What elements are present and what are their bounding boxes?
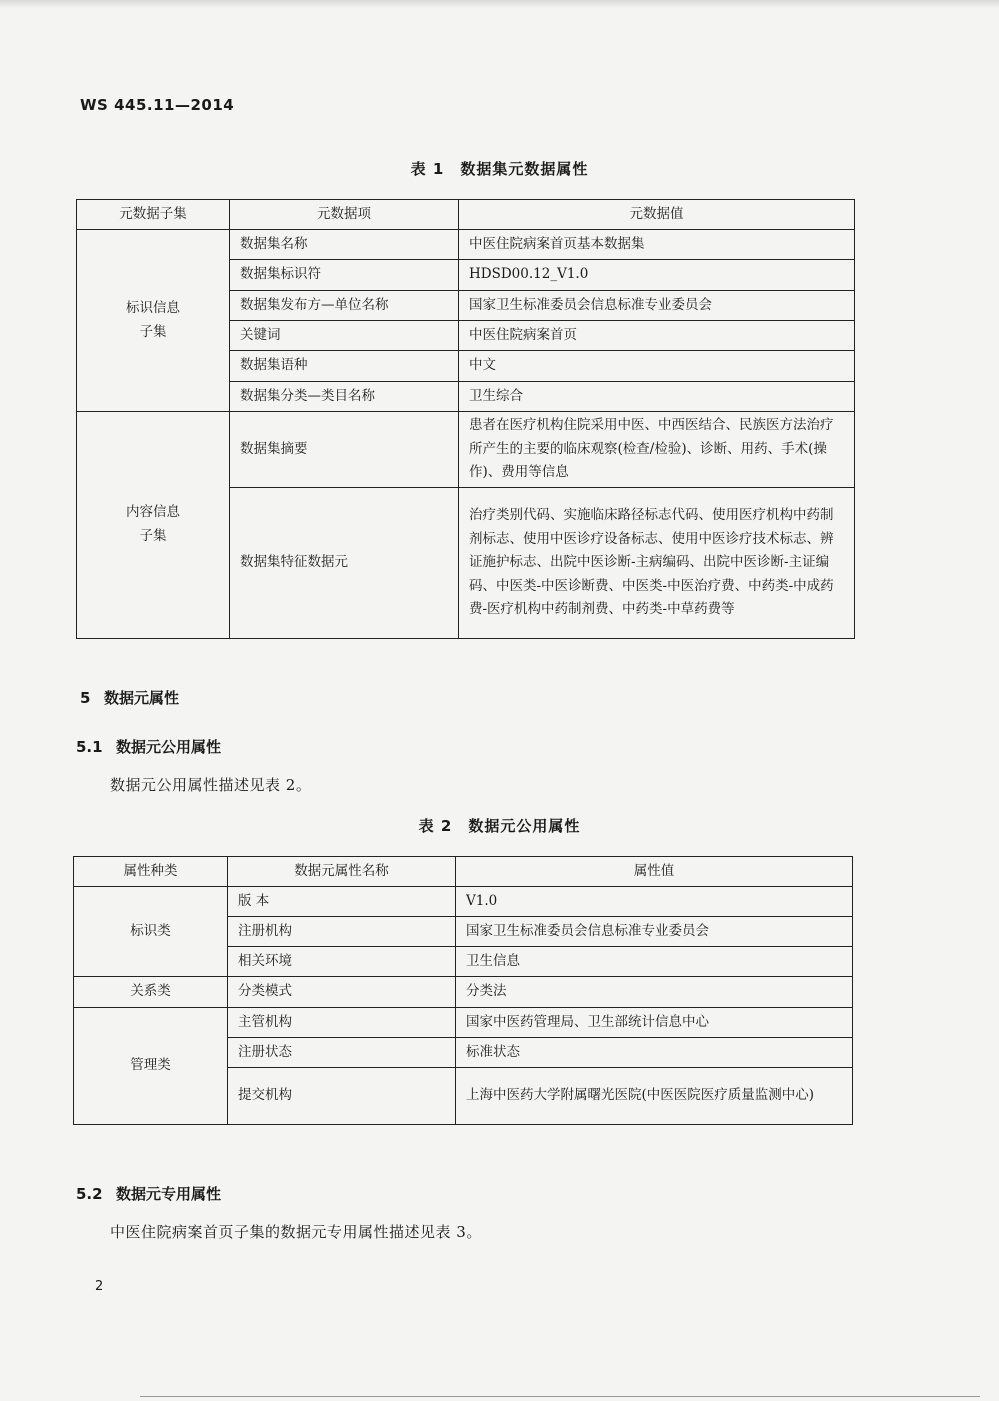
section-number: 5.2 bbox=[76, 1185, 103, 1203]
table2-category-management: 管理类 bbox=[74, 1008, 228, 1125]
table2-header-category: 属性种类 bbox=[74, 857, 228, 887]
table2-caption: 表 2 数据元公用属性 bbox=[418, 817, 581, 835]
page-number: 2 bbox=[95, 1279, 104, 1294]
table1-item: 数据集标识符 bbox=[230, 260, 459, 291]
table2-category-relation: 关系类 bbox=[74, 977, 228, 1008]
table2-value: 分类法 bbox=[456, 977, 853, 1008]
table1-header-subset: 元数据子集 bbox=[77, 200, 230, 230]
table2-name: 主管机构 bbox=[228, 1008, 456, 1038]
section-number: 5 bbox=[80, 689, 91, 707]
table2-header-name: 数据元属性名称 bbox=[228, 857, 456, 887]
section-5-2-heading bbox=[76, 1183, 221, 1204]
section-5-1-heading bbox=[76, 736, 221, 757]
table2-value: 上海中医药大学附属曙光医院(中医医院医疗质量监测中心) bbox=[456, 1068, 853, 1125]
table1-value: 国家卫生标准委员会信息标准专业委员会 bbox=[459, 291, 855, 321]
table2-value: 国家卫生标准委员会信息标准专业委员会 bbox=[456, 917, 853, 947]
table-row bbox=[74, 1008, 853, 1038]
section-5-heading bbox=[80, 687, 179, 708]
table-row bbox=[74, 887, 853, 917]
table2-value: 国家中医药管理局、卫生部统计信息中心 bbox=[456, 1008, 853, 1038]
table2-name: 相关环境 bbox=[228, 947, 456, 977]
table1-item: 数据集摘要 bbox=[230, 412, 459, 488]
table2 bbox=[73, 856, 853, 1125]
section-number: 5.1 bbox=[76, 738, 103, 756]
table2-header-value: 属性值 bbox=[456, 857, 853, 887]
table1-header-item: 元数据项 bbox=[230, 200, 459, 230]
table1-header-value: 元数据值 bbox=[459, 200, 855, 230]
scan-shadow-top bbox=[0, 0, 999, 8]
table1-value: 患者在医疗机构住院采用中医、中西医结合、民族医方法治疗所产生的主要的临床观察(检查/检验)、诊断、用药、手术(操作)、费用等信息 bbox=[459, 412, 855, 488]
table2-name: 版 本 bbox=[228, 887, 456, 917]
table1-subset-content: 内容信息 子集 bbox=[77, 412, 230, 639]
table1-item: 数据集特征数据元 bbox=[230, 488, 459, 639]
section-title: 数据元属性 bbox=[104, 689, 180, 707]
table1-value: 中文 bbox=[459, 351, 855, 382]
table1-item: 数据集名称 bbox=[230, 230, 459, 260]
table2-name: 分类模式 bbox=[228, 977, 456, 1008]
table2-header-row bbox=[74, 857, 853, 887]
scan-edge-bottom bbox=[140, 1396, 980, 1397]
table1-value: 中医住院病案首页基本数据集 bbox=[459, 230, 855, 260]
table2-name: 注册状态 bbox=[228, 1038, 456, 1068]
table1-value: HDSD00.12_V1.0 bbox=[459, 260, 855, 291]
table2-value: 卫生信息 bbox=[456, 947, 853, 977]
table1-value: 中医住院病案首页 bbox=[459, 321, 855, 351]
table2-value: 标准状态 bbox=[456, 1038, 853, 1068]
table2-name: 注册机构 bbox=[228, 917, 456, 947]
table2-name: 提交机构 bbox=[228, 1068, 456, 1125]
table1-value: 卫生综合 bbox=[459, 382, 855, 412]
table1-subset-identification: 标识信息 子集 bbox=[77, 230, 230, 412]
table1-item: 关键词 bbox=[230, 321, 459, 351]
section-title: 数据元专用属性 bbox=[116, 1185, 222, 1203]
table1-header-row bbox=[77, 200, 855, 230]
table1-item: 数据集分类—类目名称 bbox=[230, 382, 459, 412]
table1-item: 数据集语种 bbox=[230, 351, 459, 382]
section-5-1-text: 数据元公用属性描述见表 2。 bbox=[110, 776, 312, 794]
table2-value: V1.0 bbox=[456, 887, 853, 917]
table1-value: 治疗类别代码、实施临床路径标志代码、使用医疗机构中药制剂标志、使用中医诊疗设备标志、使用中医诊疗技术标志、辨证施护标志、出院中医诊断-主病编码、出院中医诊断-主证编码、中医类-中医诊断费、中医类-中医治疗费、中药类-中成药费-医疗机构中药制剂费、中药类-中草药费等 bbox=[459, 488, 855, 639]
table1-caption: 表 1 数据集元数据属性 bbox=[410, 160, 589, 178]
table-row bbox=[74, 977, 853, 1008]
table1 bbox=[76, 199, 855, 639]
section-5-2-text: 中医住院病案首页子集的数据元专用属性描述见表 3。 bbox=[110, 1223, 482, 1241]
section-title: 数据元公用属性 bbox=[116, 738, 222, 756]
table-row bbox=[77, 412, 855, 488]
table-row bbox=[77, 230, 855, 260]
table2-category-identification: 标识类 bbox=[74, 887, 228, 977]
document-id: WS 445.11—2014 bbox=[80, 96, 235, 114]
table1-item: 数据集发布方—单位名称 bbox=[230, 291, 459, 321]
